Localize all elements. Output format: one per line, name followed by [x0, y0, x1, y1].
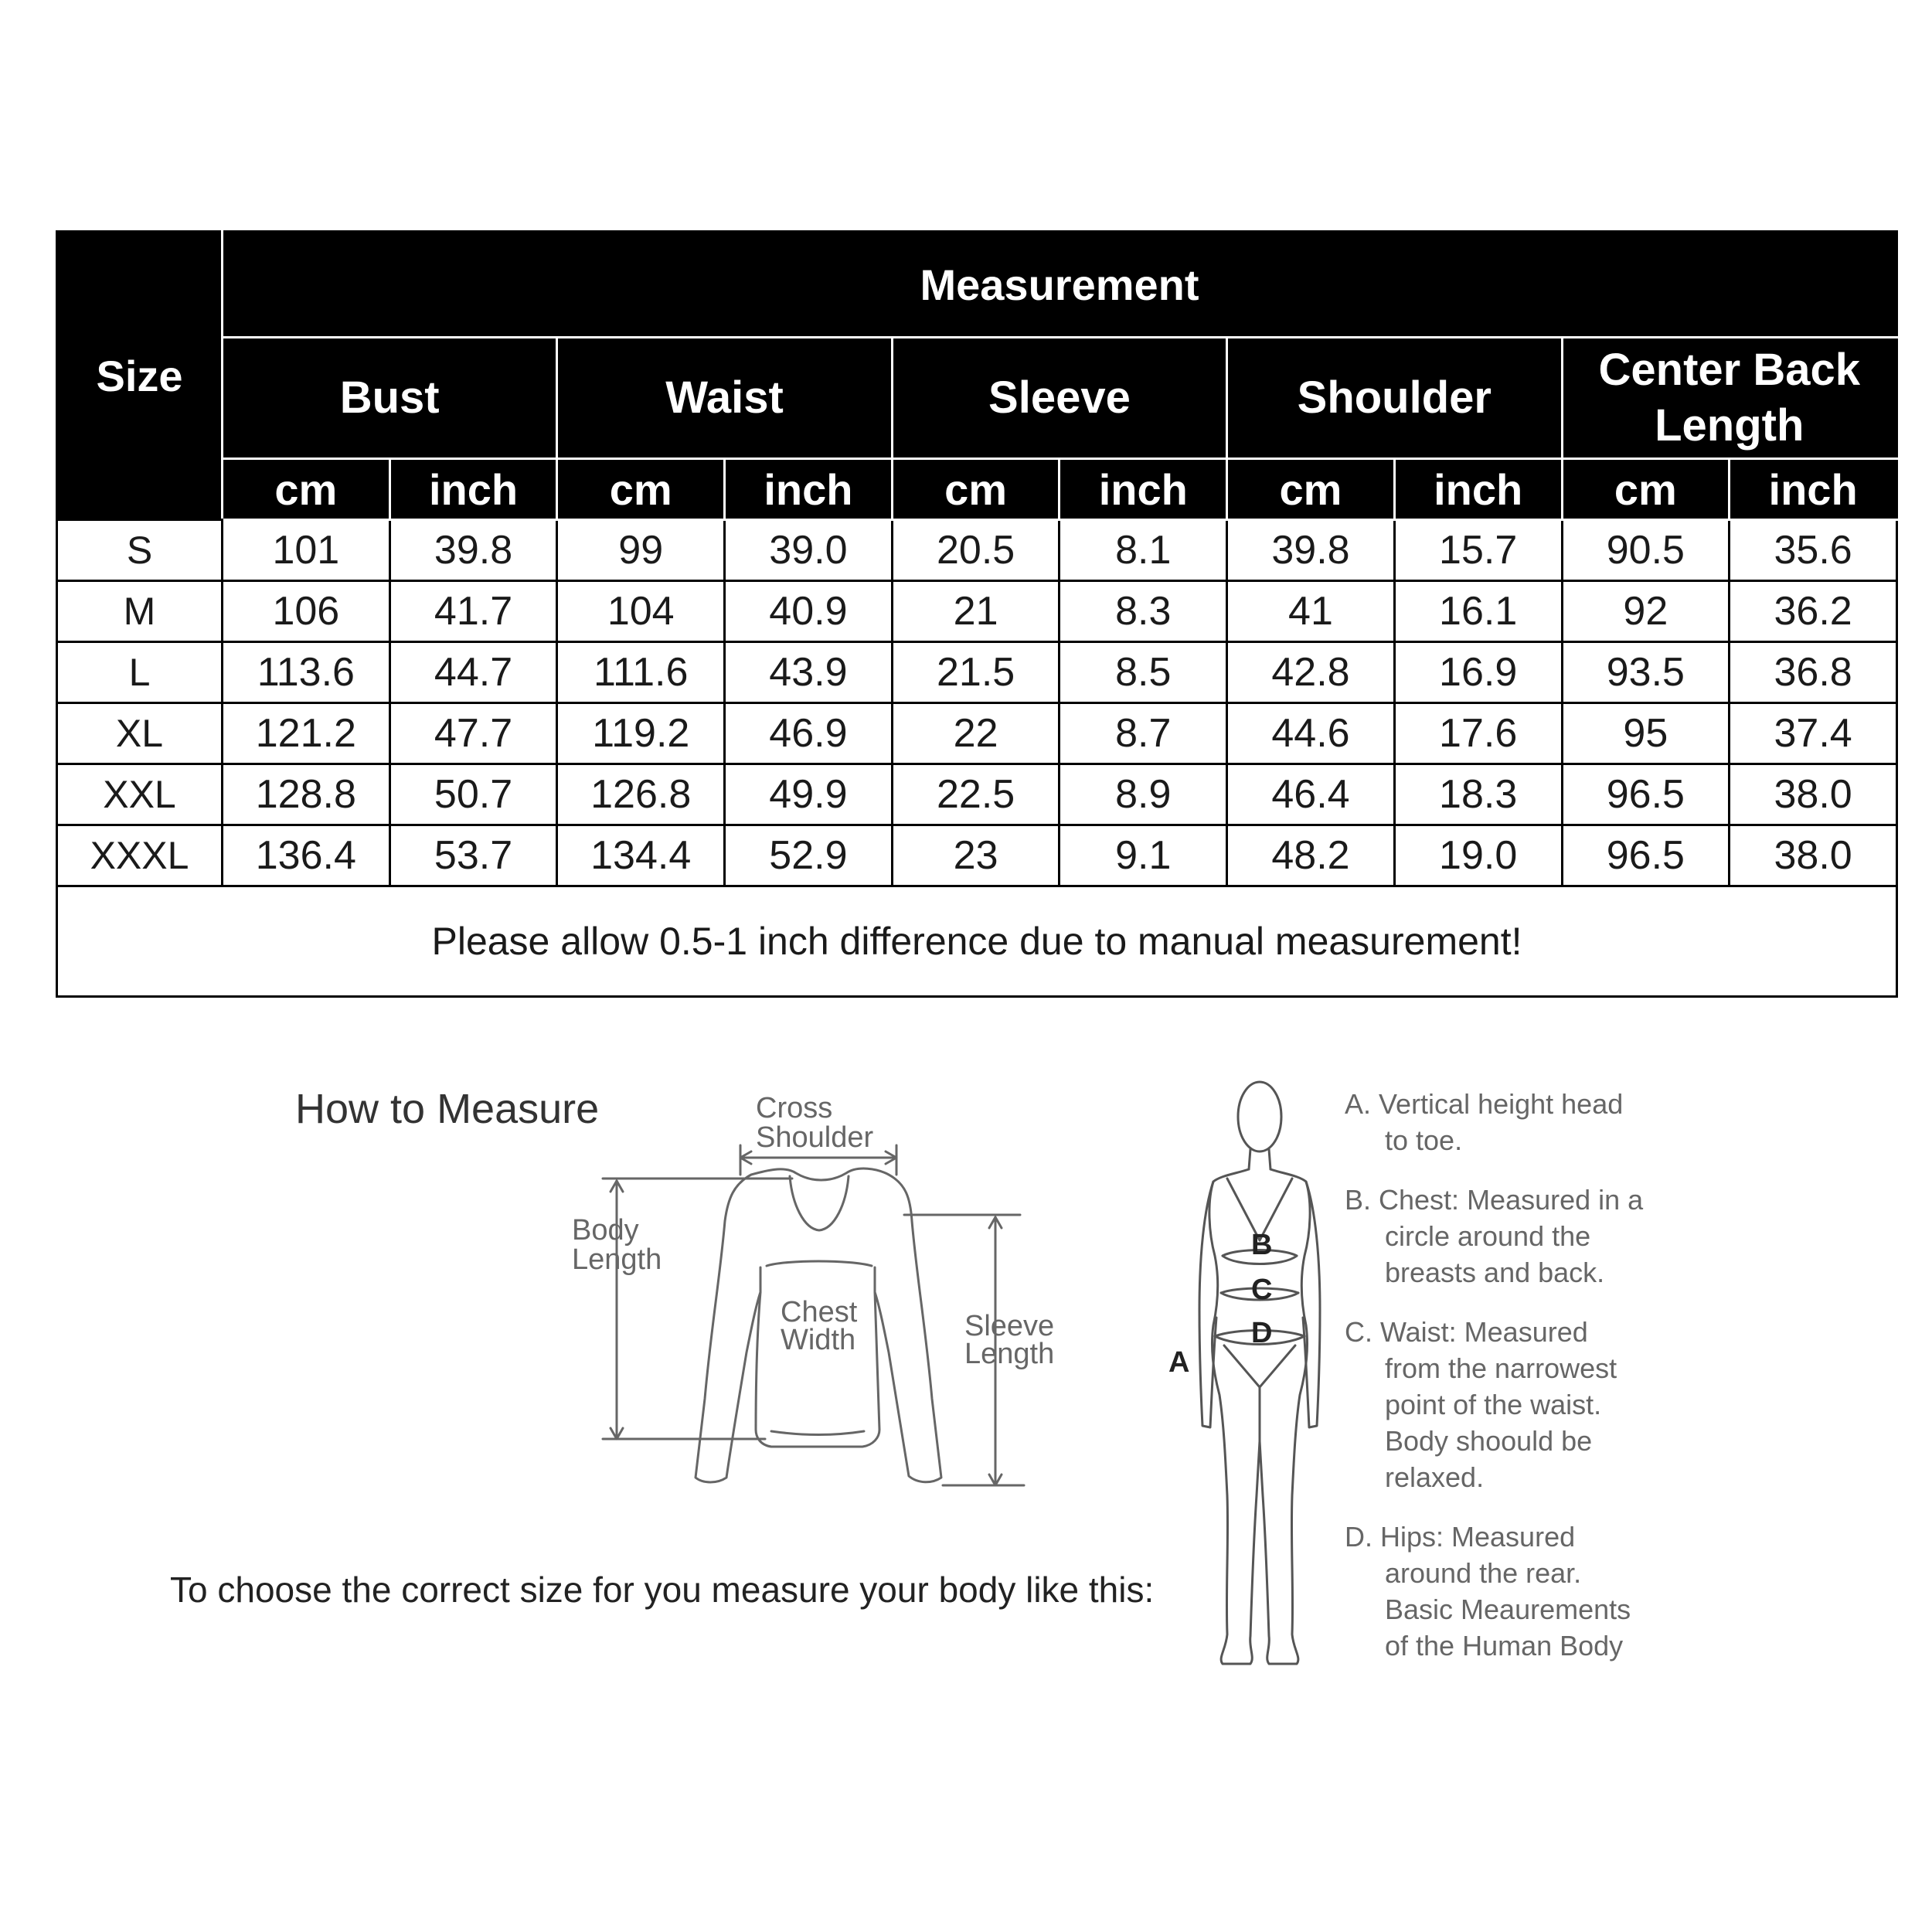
- note-line: breasts and back.: [1385, 1257, 1605, 1288]
- value-cell: 17.6: [1394, 703, 1562, 764]
- svg-text:D: [1251, 1317, 1272, 1349]
- value-cell: 46.4: [1227, 764, 1395, 825]
- value-cell: 36.8: [1730, 642, 1897, 703]
- size-cell: XL: [57, 703, 223, 764]
- svg-text:A: [1168, 1346, 1189, 1379]
- value-cell: 104: [557, 581, 725, 642]
- note-first-line: B. Chest: Measured in a: [1345, 1184, 1644, 1216]
- chest-width-label-1: Chest: [781, 1296, 858, 1328]
- table-row: [57, 825, 1897, 886]
- table-row: [57, 703, 1897, 764]
- value-cell: 16.9: [1394, 642, 1562, 703]
- size-cell: XXL: [57, 764, 223, 825]
- measurement-note: Please allow 0.5-1 inch difference due to manual measurement!: [57, 886, 1897, 997]
- value-cell: 39.0: [725, 520, 893, 581]
- value-cell: 38.0: [1730, 825, 1897, 886]
- measurement-header: Measurement: [223, 232, 1897, 338]
- note-line: circle around the: [1385, 1220, 1591, 1252]
- body-letter-a: A: [1168, 1346, 1190, 1379]
- value-cell: 52.9: [725, 825, 893, 886]
- body-note: [1345, 1086, 1716, 1158]
- value-cell: 41: [1227, 581, 1395, 642]
- unit-header: inch: [1394, 459, 1562, 520]
- unit-header: cm: [223, 459, 390, 520]
- value-cell: 23: [892, 825, 1060, 886]
- note-first-line: C. Waist: Measured: [1345, 1316, 1588, 1348]
- body-letter-c: C: [1251, 1274, 1273, 1306]
- svg-text:C: [1251, 1274, 1272, 1306]
- sleeve-length-label-2: Length: [964, 1338, 1055, 1370]
- note-line: to toe.: [1385, 1124, 1463, 1156]
- value-cell: 111.6: [557, 642, 725, 703]
- group-header: Center Back Length: [1562, 338, 1897, 459]
- body-note: [1345, 1519, 1716, 1664]
- table-row: [57, 581, 1897, 642]
- value-cell: 35.6: [1730, 520, 1897, 581]
- value-cell: 8.7: [1060, 703, 1227, 764]
- value-cell: 126.8: [557, 764, 725, 825]
- sleeve-length-label-1: Sleeve: [964, 1310, 1055, 1342]
- unit-header: cm: [557, 459, 725, 520]
- value-cell: 92: [1562, 581, 1730, 642]
- unit-header: inch: [1730, 459, 1897, 520]
- value-cell: 39.8: [389, 520, 557, 581]
- value-cell: 36.2: [1730, 581, 1897, 642]
- note-first-line: D. Hips: Measured: [1345, 1521, 1576, 1553]
- note-line: around the rear.: [1385, 1557, 1582, 1589]
- body-note: [1345, 1314, 1716, 1495]
- value-cell: 106: [223, 581, 390, 642]
- value-cell: 9.1: [1060, 825, 1227, 886]
- shirt-measure-diagram: [572, 1074, 1082, 1507]
- value-cell: 96.5: [1562, 825, 1730, 886]
- value-cell: 50.7: [389, 764, 557, 825]
- value-cell: 15.7: [1394, 520, 1562, 581]
- how-to-measure-title: How to Measure: [295, 1086, 600, 1132]
- value-cell: 8.5: [1060, 642, 1227, 703]
- value-cell: 42.8: [1227, 642, 1395, 703]
- svg-text:B: [1251, 1229, 1272, 1261]
- value-cell: 39.8: [1227, 520, 1395, 581]
- note-line: of the Human Body: [1385, 1630, 1624, 1662]
- value-cell: 8.9: [1060, 764, 1227, 825]
- value-cell: 40.9: [725, 581, 893, 642]
- svg-text:Length: [572, 1243, 662, 1276]
- body-measure-diagram: [1159, 1078, 1360, 1689]
- unit-header: inch: [389, 459, 557, 520]
- note-line: Body shoould be: [1385, 1425, 1593, 1457]
- value-cell: 18.3: [1394, 764, 1562, 825]
- svg-text:Shoulder: [756, 1121, 873, 1154]
- value-cell: 90.5: [1562, 520, 1730, 581]
- size-column-header: Size: [57, 232, 223, 520]
- value-cell: 48.2: [1227, 825, 1395, 886]
- group-header: Shoulder: [1227, 338, 1562, 459]
- cross-shoulder-label-2: Shoulder: [756, 1121, 874, 1154]
- value-cell: 19.0: [1394, 825, 1562, 886]
- body-length-label-1: Body: [572, 1214, 639, 1247]
- value-cell: 43.9: [725, 642, 893, 703]
- value-cell: 8.3: [1060, 581, 1227, 642]
- value-cell: 21: [892, 581, 1060, 642]
- chest-width-label-2: Width: [781, 1324, 856, 1356]
- size-cell: M: [57, 581, 223, 642]
- cross-shoulder-label-1: Cross: [756, 1092, 833, 1124]
- value-cell: 20.5: [892, 520, 1060, 581]
- size-cell: XXXL: [57, 825, 223, 886]
- svg-text:Width: [781, 1324, 855, 1356]
- value-cell: 96.5: [1562, 764, 1730, 825]
- value-cell: 99: [557, 520, 725, 581]
- note-line: Basic Meaurements: [1385, 1594, 1631, 1625]
- instruction-text: To choose the correct size for you measure your body like this:: [170, 1570, 1155, 1610]
- size-cell: S: [57, 520, 223, 581]
- value-cell: 101: [223, 520, 390, 581]
- table-row: [57, 520, 1897, 581]
- size-chart-table: [56, 230, 1898, 998]
- group-header: Waist: [557, 338, 892, 459]
- value-cell: 47.7: [389, 703, 557, 764]
- table-row: [57, 764, 1897, 825]
- body-letter-b: B: [1251, 1229, 1273, 1261]
- value-cell: 44.6: [1227, 703, 1395, 764]
- body-length-label-2: Length: [572, 1243, 662, 1276]
- unit-header: cm: [892, 459, 1060, 520]
- value-cell: 22: [892, 703, 1060, 764]
- size-cell: L: [57, 642, 223, 703]
- body-letter-d: D: [1251, 1317, 1273, 1349]
- note-line: from the narrowest: [1385, 1352, 1617, 1384]
- note-first-line: A. Vertical height head: [1345, 1088, 1624, 1120]
- value-cell: 95: [1562, 703, 1730, 764]
- svg-text:Body: [572, 1214, 639, 1247]
- value-cell: 49.9: [725, 764, 893, 825]
- value-cell: 21.5: [892, 642, 1060, 703]
- value-cell: 113.6: [223, 642, 390, 703]
- value-cell: 38.0: [1730, 764, 1897, 825]
- unit-header: cm: [1562, 459, 1730, 520]
- value-cell: 41.7: [389, 581, 557, 642]
- body-note: [1345, 1182, 1716, 1291]
- value-cell: 134.4: [557, 825, 725, 886]
- value-cell: 119.2: [557, 703, 725, 764]
- value-cell: 37.4: [1730, 703, 1897, 764]
- value-cell: 8.1: [1060, 520, 1227, 581]
- value-cell: 16.1: [1394, 581, 1562, 642]
- value-cell: 44.7: [389, 642, 557, 703]
- unit-header: inch: [725, 459, 893, 520]
- svg-text:Length: [964, 1338, 1054, 1370]
- value-cell: 121.2: [223, 703, 390, 764]
- unit-header: inch: [1060, 459, 1227, 520]
- value-cell: 46.9: [725, 703, 893, 764]
- value-cell: 128.8: [223, 764, 390, 825]
- value-cell: 93.5: [1562, 642, 1730, 703]
- value-cell: 136.4: [223, 825, 390, 886]
- unit-header: cm: [1227, 459, 1395, 520]
- note-line: relaxed.: [1385, 1461, 1485, 1493]
- note-line: point of the waist.: [1385, 1389, 1602, 1420]
- table-row: [57, 642, 1897, 703]
- value-cell: 22.5: [892, 764, 1060, 825]
- group-header: Bust: [223, 338, 557, 459]
- body-measure-notes: [1345, 1086, 1716, 1687]
- svg-text:Cross: [756, 1092, 832, 1124]
- group-header: Sleeve: [892, 338, 1226, 459]
- value-cell: 53.7: [389, 825, 557, 886]
